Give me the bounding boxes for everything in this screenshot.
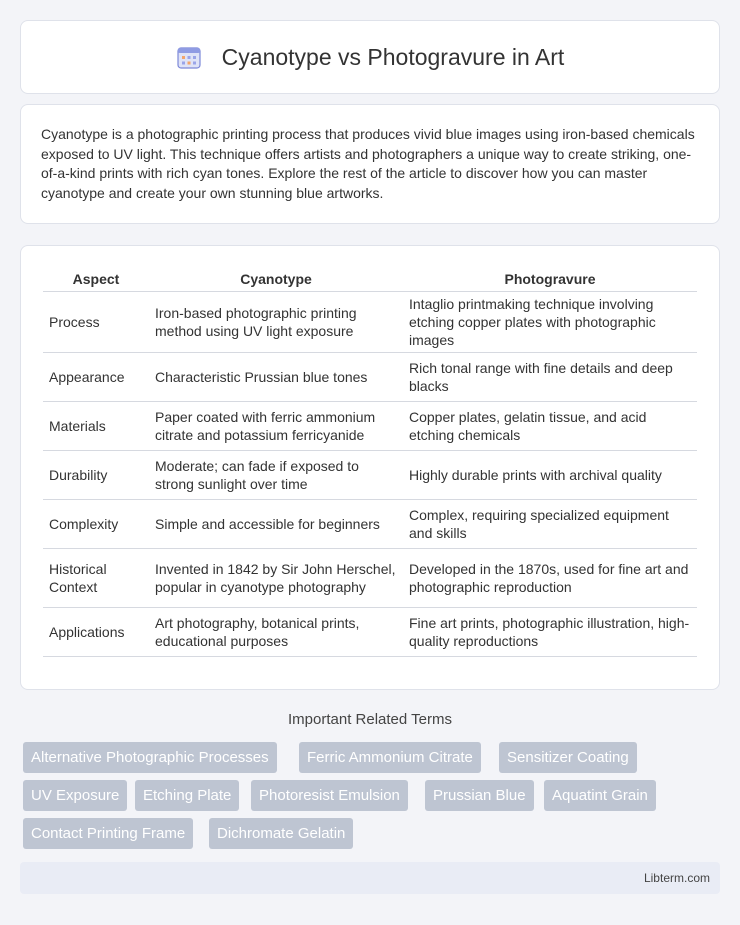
- term-tag[interactable]: Prussian Blue: [425, 780, 534, 811]
- header-photogravure: Photogravure: [403, 266, 697, 292]
- cell-aspect: Process: [43, 292, 149, 353]
- footer-site-link[interactable]: Libterm.com: [643, 871, 710, 885]
- term-tag[interactable]: Photoresist Emulsion: [251, 780, 408, 811]
- cell-cyanotype: Paper coated with ferric ammonium citrate and potassium ferricyanide: [149, 402, 403, 451]
- related-terms-title: Important Related Terms: [288, 711, 452, 728]
- term-tag[interactable]: Contact Printing Frame: [23, 818, 193, 849]
- calendar-grid-icon: [176, 44, 202, 70]
- cell-aspect: Applications: [43, 608, 149, 657]
- cell-cyanotype: Simple and accessible for beginners: [149, 500, 403, 549]
- cell-cyanotype: Moderate; can fade if exposed to strong sunlight over time: [149, 451, 403, 500]
- table-row: [43, 402, 697, 451]
- cell-photogravure: Intaglio printmaking technique involving etching copper plates with photographic images: [403, 292, 697, 353]
- cell-cyanotype: Iron-based photographic printing method using UV light exposure: [149, 292, 403, 353]
- cell-aspect: Complexity: [43, 500, 149, 549]
- cell-aspect: Appearance: [43, 353, 149, 402]
- term-tag[interactable]: UV Exposure: [23, 780, 127, 811]
- table-row: [43, 451, 697, 500]
- table-row: [43, 549, 697, 608]
- intro-paragraph: Cyanotype is a photographic printing process that produces vivid blue images using iron-based chemicals exposed to UV light. This technique offers artists and photographers a unique way to create striking, one-of-a-kind prints with rich cyan tones. Explore the rest of the article to discover how you can master cyanotype and create your own stunning blue artworks.: [41, 126, 695, 201]
- table-row: [43, 292, 697, 353]
- cell-aspect: Materials: [43, 402, 149, 451]
- header-cyanotype: Cyanotype: [149, 266, 403, 292]
- term-tag[interactable]: Etching Plate: [135, 780, 239, 811]
- table-row: [43, 353, 697, 402]
- table-row: [43, 500, 697, 549]
- cell-photogravure: Developed in the 1870s, used for fine art and photographic reproduction: [403, 549, 697, 608]
- cell-photogravure: Complex, requiring specialized equipment and skills: [403, 500, 697, 549]
- cell-photogravure: Fine art prints, photographic illustration, high-quality reproductions: [403, 608, 697, 657]
- intro-card: [20, 104, 720, 224]
- cell-cyanotype: Art photography, botanical prints, educational purposes: [149, 608, 403, 657]
- footer: [20, 862, 720, 894]
- table-row: [43, 608, 697, 657]
- term-tag[interactable]: Alternative Photographic Processes: [23, 742, 277, 773]
- cell-aspect: Durability: [43, 451, 149, 500]
- term-tag[interactable]: Sensitizer Coating: [499, 742, 637, 773]
- cell-cyanotype: Characteristic Prussian blue tones: [149, 353, 403, 402]
- term-tag[interactable]: Ferric Ammonium Citrate: [299, 742, 481, 773]
- cell-aspect: Historical Context: [43, 549, 149, 608]
- term-tag[interactable]: Dichromate Gelatin: [209, 818, 353, 849]
- table-header-row: [43, 266, 697, 292]
- cell-cyanotype: Invented in 1842 by Sir John Herschel, popular in cyanotype photography: [149, 549, 403, 608]
- cell-photogravure: Copper plates, gelatin tissue, and acid etching chemicals: [403, 402, 697, 451]
- comparison-card: [20, 245, 720, 690]
- cell-photogravure: Rich tonal range with fine details and deep blacks: [403, 353, 697, 402]
- title-card: [20, 20, 720, 94]
- header-aspect: Aspect: [43, 266, 149, 292]
- term-tag[interactable]: Aquatint Grain: [544, 780, 656, 811]
- page-title: Cyanotype vs Photogravure in Art: [221, 43, 565, 70]
- cell-photogravure: Highly durable prints with archival quality: [403, 451, 697, 500]
- comparison-table: [43, 266, 697, 657]
